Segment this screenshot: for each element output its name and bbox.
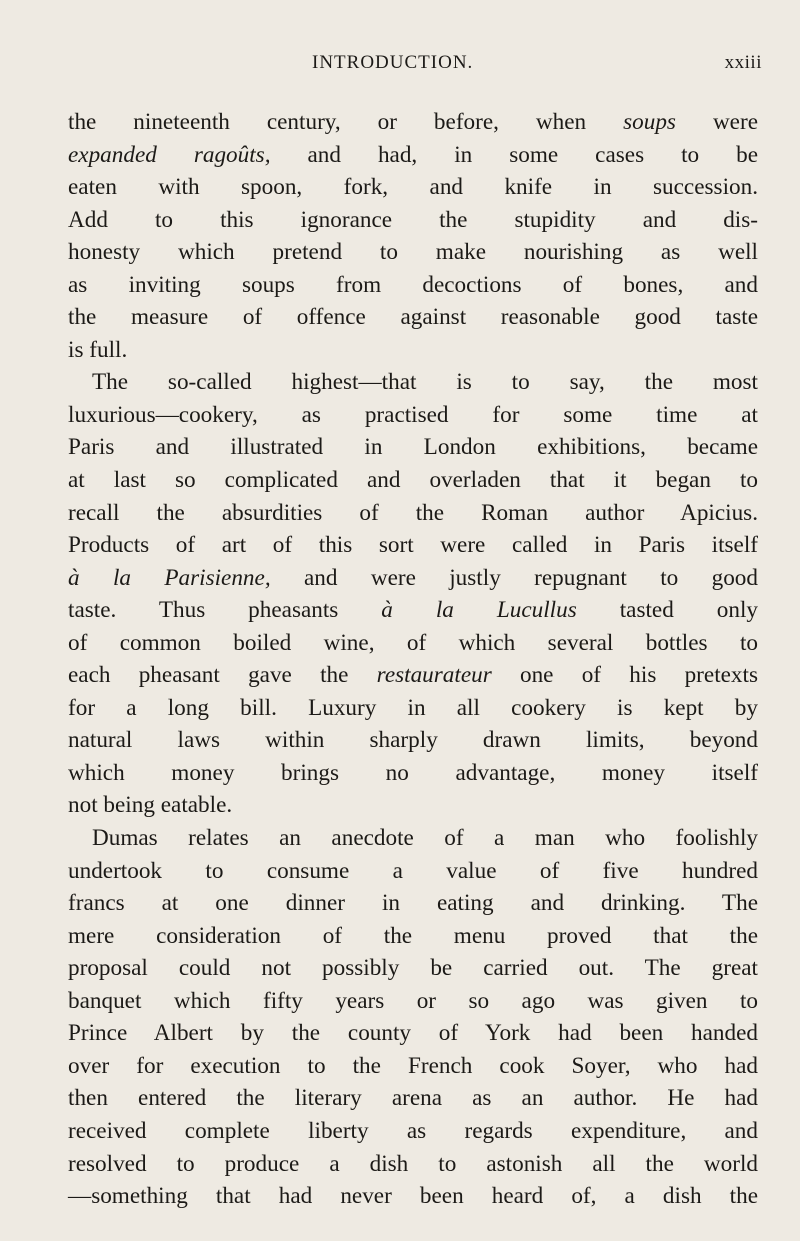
text-run: Dumas relates an anecdote of a man who foolishly	[92, 825, 758, 852]
text-run: —something that had never been heard of, a dish the	[68, 1183, 758, 1210]
text-line	[68, 1050, 758, 1083]
italic-text: expanded ragoûts,	[68, 141, 271, 168]
text-run: francs at one dinner in eating and drinking. The	[68, 890, 758, 917]
text-run: as inviting soups from decoctions of bones, and	[68, 271, 758, 298]
text-line	[68, 1017, 758, 1050]
italic-text: soups	[623, 109, 676, 135]
text-run: Prince Albert by the county of York had been handed	[68, 1020, 758, 1047]
text-run: which money brings no advantage, money itself	[68, 759, 758, 786]
text-run: the measure of offence against reasonable good taste	[68, 304, 758, 331]
text-line	[68, 627, 758, 660]
text-run: Paris and illustrated in London exhibitions, became	[68, 434, 758, 461]
text-line	[68, 855, 758, 888]
text-run: natural laws within sharply drawn limits, beyond	[68, 727, 758, 754]
text-line	[68, 301, 758, 334]
text-line	[68, 692, 758, 725]
text-run: then entered the literary arena as an author. He had	[68, 1085, 758, 1112]
text-run: tasted only	[576, 597, 758, 624]
text-run: were	[675, 109, 758, 135]
text-run: mere consideration of the menu proved that the	[68, 922, 758, 949]
text-line	[68, 399, 758, 432]
text-line	[68, 334, 758, 367]
text-line	[68, 1180, 758, 1213]
text-line	[68, 139, 758, 172]
text-line	[68, 562, 758, 595]
text-line	[68, 1148, 758, 1181]
text-line	[68, 204, 758, 237]
text-line	[68, 887, 758, 920]
text-run: Products of art of this sort were called in Paris itself	[68, 532, 758, 559]
text-line	[68, 236, 758, 269]
text-run: banquet which fifty years or so ago was given to	[68, 987, 758, 1014]
text-run: of common boiled wine, of which several bottles to	[68, 629, 758, 656]
running-title: INTRODUCTION.	[312, 52, 474, 73]
text-line	[68, 952, 758, 985]
page-number: xxiii	[724, 52, 762, 73]
text-line	[68, 1115, 758, 1148]
text-run: received complete liberty as regards expenditure, and	[68, 1117, 758, 1144]
text-line	[68, 659, 758, 692]
text-run: recall the absurdities of the Roman author Apicius.	[68, 499, 758, 526]
page-header	[0, 52, 800, 82]
text-run: proposal could not possibly be carried out. The great	[68, 955, 758, 982]
text-line	[68, 269, 758, 302]
text-run: at last so complicated and overladen that it began to	[68, 467, 758, 494]
text-run: each pheasant gave the	[68, 662, 377, 689]
text-run: over for execution to the French cook Soyer, who had	[68, 1052, 758, 1079]
text-run: is full.	[68, 336, 128, 363]
italic-text: restaurateur	[376, 662, 492, 689]
text-line	[68, 106, 758, 139]
text-line	[68, 724, 758, 757]
text-line	[68, 464, 758, 497]
text-line	[68, 757, 758, 790]
text-run: Add to this ignorance the stupidity and dis-	[68, 206, 758, 233]
text-run: resolved to produce a dish to astonish all the world	[68, 1150, 758, 1177]
text-line	[68, 920, 758, 953]
italic-text: à la Lucullus	[381, 597, 577, 624]
italic-text: à la Parisienne,	[68, 564, 271, 591]
body-text	[68, 106, 758, 1213]
text-run: and were justly repugnant to good	[270, 564, 758, 591]
text-run: for a long bill. Luxury in all cookery is kept by	[68, 694, 758, 721]
text-line	[68, 594, 758, 627]
text-run: and had, in some cases to be	[270, 141, 758, 168]
text-line	[68, 431, 758, 464]
text-line	[68, 822, 758, 855]
text-run: taste. Thus pheasants	[68, 597, 382, 624]
text-run: eaten with spoon, fork, and knife in succession.	[68, 174, 758, 201]
text-line	[68, 171, 758, 204]
text-run: the nineteenth century, or before, when	[68, 109, 624, 135]
text-line	[68, 366, 758, 399]
text-run: honesty which pretend to make nourishing as well	[68, 239, 758, 266]
text-run: The so-called highest—that is to say, the most	[92, 369, 758, 396]
text-line	[68, 497, 758, 530]
text-line	[68, 1082, 758, 1115]
text-run: undertook to consume a value of five hundred	[68, 857, 758, 884]
text-line	[68, 529, 758, 562]
text-run: not being eatable.	[68, 792, 233, 819]
text-line	[68, 789, 758, 822]
text-line	[68, 985, 758, 1018]
text-run: one of his pretexts	[491, 662, 758, 689]
text-run: luxurious—cookery, as practised for some time at	[68, 401, 758, 428]
